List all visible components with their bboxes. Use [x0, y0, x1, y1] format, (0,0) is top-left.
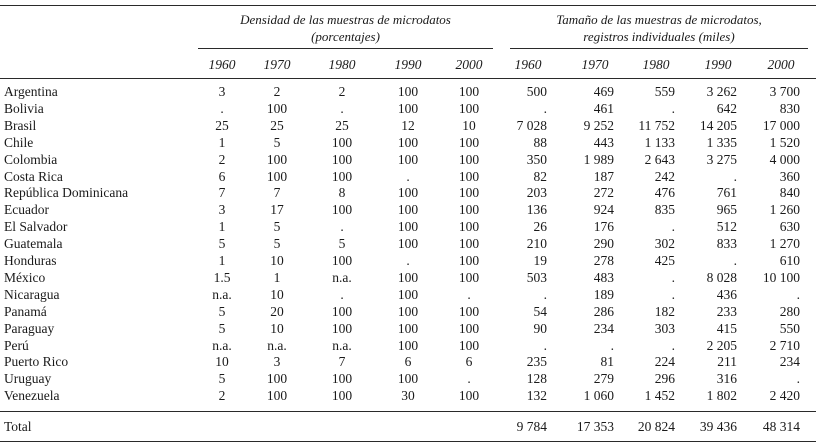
density-cell: . — [340, 219, 344, 235]
size-cell: 350 — [526, 151, 547, 167]
size-cell: 280 — [779, 303, 800, 319]
country-name: Nicaragua — [4, 286, 60, 302]
density-cell: 100 — [397, 151, 419, 167]
year-header-size: 2000 — [767, 57, 795, 72]
country-name: República Dominicana — [4, 185, 129, 201]
table-row — [0, 286, 816, 303]
density-cell: 5 — [273, 134, 281, 150]
density-cell: 100 — [458, 320, 480, 336]
density-cell: 100 — [458, 185, 480, 201]
size-cell: 2 205 — [706, 337, 737, 353]
size-cell: 761 — [716, 185, 737, 201]
density-cell: 100 — [397, 371, 419, 387]
table-row — [0, 235, 816, 252]
table-row — [0, 337, 816, 354]
size-cell: 290 — [593, 236, 614, 252]
density-cell: 5 — [273, 236, 281, 252]
size-cell: . — [671, 219, 675, 235]
size-cell: 469 — [593, 84, 614, 99]
density-cell: 5 — [218, 320, 226, 336]
year-header-density: 2000 — [455, 57, 483, 72]
year-header-size: 1980 — [642, 57, 670, 72]
size-cell: . — [543, 286, 547, 302]
density-cell: 3 — [218, 202, 226, 218]
size-cell: . — [733, 253, 737, 268]
density-cell: 100 — [458, 151, 480, 167]
density-cell: 5 — [273, 219, 281, 235]
size-cell: . — [796, 286, 800, 302]
total-size-cell: 39 436 — [699, 419, 737, 434]
density-cell: 25 — [215, 117, 229, 133]
size-cell: 415 — [716, 320, 737, 336]
density-cell: 7 — [338, 354, 346, 370]
density-cell: 100 — [397, 236, 419, 252]
size-cell: 211 — [717, 354, 737, 370]
density-cell: 2 — [218, 388, 226, 404]
density-cell: n.a. — [212, 286, 232, 302]
density-cell: 100 — [458, 219, 480, 235]
density-cell: 10 — [462, 117, 476, 133]
size-cell: 19 — [533, 253, 547, 268]
total-rule — [0, 411, 816, 412]
density-cell: 100 — [266, 151, 288, 167]
size-cell: 443 — [593, 134, 614, 150]
density-cell: n.a. — [332, 337, 352, 353]
size-cell: 3 700 — [769, 84, 800, 99]
density-cell: 100 — [397, 100, 419, 116]
size-cell: 224 — [654, 354, 675, 370]
size-cell: 1 989 — [583, 151, 614, 167]
density-cell: 1 — [273, 269, 281, 285]
size-cell: 234 — [779, 354, 800, 370]
density-cell: 100 — [331, 168, 353, 184]
density-cell: 8 — [338, 185, 346, 201]
size-cell: 17 000 — [762, 117, 800, 133]
density-cell: 100 — [331, 303, 353, 319]
size-cell: 9 252 — [583, 117, 614, 133]
density-cell: 25 — [335, 117, 349, 133]
density-cell: 100 — [331, 151, 353, 167]
density-cell: 6 — [465, 354, 473, 370]
size-cell: 10 100 — [762, 269, 800, 285]
density-cell: 100 — [397, 185, 419, 201]
table-row — [0, 353, 816, 370]
size-group-unit: registros individuales (miles) — [583, 29, 735, 44]
size-cell: 210 — [526, 236, 547, 252]
table-row — [0, 387, 816, 404]
density-cell: . — [467, 371, 471, 387]
size-group-rule — [510, 48, 808, 49]
year-header-density: 1970 — [263, 57, 291, 72]
size-cell: 302 — [654, 236, 675, 252]
density-cell: 100 — [397, 286, 419, 302]
density-cell: 7 — [218, 185, 226, 201]
density-cell: 10 — [270, 320, 284, 336]
density-cell: . — [406, 168, 410, 184]
size-cell: 189 — [593, 286, 614, 302]
size-cell: . — [671, 337, 675, 353]
density-cell: 7 — [273, 185, 281, 201]
country-name: Paraguay — [4, 320, 55, 336]
density-cell: 10 — [270, 253, 284, 268]
country-name: Perú — [4, 337, 29, 353]
country-name: El Salvador — [4, 219, 68, 235]
density-cell: 100 — [331, 371, 353, 387]
size-cell: 82 — [533, 168, 547, 184]
size-cell: 1 060 — [583, 388, 614, 404]
size-cell: . — [543, 337, 547, 353]
density-cell: 10 — [270, 286, 284, 302]
size-cell: 182 — [654, 303, 675, 319]
table-row — [0, 218, 816, 235]
density-cell: n.a. — [267, 337, 287, 353]
total-size-cell: 48 314 — [762, 419, 800, 434]
density-cell: 100 — [331, 253, 353, 268]
density-cell: 100 — [458, 236, 480, 252]
size-cell: 461 — [593, 100, 614, 116]
density-cell: 100 — [458, 84, 480, 99]
size-cell: . — [610, 337, 614, 353]
density-cell: 100 — [266, 388, 288, 404]
density-cell: . — [467, 286, 471, 302]
size-cell: 2 643 — [644, 151, 675, 167]
density-cell: 100 — [397, 303, 419, 319]
density-cell: 17 — [270, 202, 284, 218]
size-cell: 90 — [533, 320, 547, 336]
size-cell: 924 — [593, 202, 614, 218]
size-cell: 176 — [593, 219, 614, 235]
size-cell: 11 752 — [638, 117, 675, 133]
size-cell: 476 — [654, 185, 675, 201]
size-cell: 81 — [600, 354, 614, 370]
density-cell: 100 — [458, 388, 480, 404]
country-name: Colombia — [4, 151, 58, 167]
size-cell: 1 335 — [706, 134, 737, 150]
size-cell: 483 — [593, 269, 614, 285]
total-size-cell: 9 784 — [516, 419, 547, 434]
country-name: Panamá — [4, 303, 47, 319]
header-bottom-rule — [0, 78, 816, 79]
density-cell: 3 — [218, 84, 226, 99]
size-cell: 8 028 — [706, 269, 737, 285]
size-cell: 1 802 — [706, 388, 737, 404]
density-cell: 5 — [218, 303, 226, 319]
country-name: Uruguay — [4, 371, 52, 387]
size-cell: 272 — [593, 185, 614, 201]
size-cell: 360 — [779, 168, 800, 184]
total-row — [0, 418, 816, 435]
density-cell: 100 — [331, 134, 353, 150]
density-cell: . — [340, 100, 344, 116]
density-cell: 1 — [218, 219, 226, 235]
size-cell: 2 710 — [769, 337, 800, 353]
size-cell: 132 — [526, 388, 547, 404]
size-cell: . — [671, 269, 675, 285]
density-cell: 100 — [331, 202, 353, 218]
density-cell: 100 — [397, 202, 419, 218]
size-cell: 3 275 — [706, 151, 737, 167]
size-cell: 203 — [526, 185, 547, 201]
density-cell: 100 — [458, 303, 480, 319]
density-group-rule — [198, 48, 493, 49]
year-header-size: 1970 — [581, 57, 609, 72]
density-cell: 20 — [270, 303, 284, 319]
density-cell: 6 — [218, 168, 226, 184]
year-header-density: 1990 — [394, 57, 422, 72]
size-cell: 136 — [526, 202, 547, 218]
country-name: Argentina — [4, 84, 58, 99]
country-name: Brasil — [4, 117, 37, 133]
size-group-title: Tamaño de las muestras de microdatos, — [556, 12, 762, 27]
density-cell: 100 — [266, 100, 288, 116]
size-cell: 54 — [533, 303, 547, 319]
table-row — [0, 201, 816, 218]
density-cell: 100 — [458, 168, 480, 184]
size-cell: 1 270 — [769, 236, 800, 252]
density-cell: 5 — [338, 236, 346, 252]
year-header-density: 1960 — [208, 57, 236, 72]
size-cell: 2 420 — [769, 388, 800, 404]
size-cell: 234 — [593, 320, 614, 336]
bottom-rule — [0, 441, 816, 442]
table-row — [0, 117, 816, 134]
size-cell: 1 520 — [769, 134, 800, 150]
density-cell: 100 — [266, 371, 288, 387]
density-group-title: Densidad de las muestras de microdatos — [240, 12, 451, 27]
size-cell: 286 — [593, 303, 614, 319]
density-cell: 100 — [458, 134, 480, 150]
total-size-cell: 17 353 — [576, 419, 614, 434]
density-cell: 100 — [331, 388, 353, 404]
size-cell: 1 260 — [769, 202, 800, 218]
density-cell: 5 — [218, 371, 226, 387]
size-cell: 7 028 — [516, 117, 547, 133]
density-cell: . — [340, 286, 344, 302]
size-cell: 1 133 — [644, 134, 675, 150]
size-cell: 630 — [779, 219, 800, 235]
size-cell: 278 — [593, 253, 614, 268]
density-group-heading — [198, 11, 493, 45]
table-row — [0, 370, 816, 387]
size-cell: 436 — [716, 286, 737, 302]
density-cell: 100 — [458, 269, 480, 285]
table-row — [0, 168, 816, 185]
size-cell: 830 — [779, 100, 800, 116]
country-name: Costa Rica — [4, 168, 63, 184]
density-cell: 3 — [273, 354, 281, 370]
country-name: Honduras — [4, 253, 57, 268]
size-cell: 235 — [526, 354, 547, 370]
year-header-size: 1960 — [514, 57, 542, 72]
size-cell: 642 — [716, 100, 737, 116]
country-name: Ecuador — [4, 202, 49, 218]
density-cell: 100 — [331, 320, 353, 336]
table-row — [0, 269, 816, 286]
density-cell: n.a. — [332, 269, 352, 285]
density-cell: 100 — [397, 320, 419, 336]
density-cell: 100 — [458, 337, 480, 353]
size-cell: . — [671, 100, 675, 116]
table-row — [0, 83, 816, 100]
density-cell: 100 — [397, 269, 419, 285]
country-name: Venezuela — [4, 388, 60, 404]
size-cell: 316 — [716, 371, 737, 387]
size-cell: 4 000 — [769, 151, 800, 167]
table-row — [0, 134, 816, 151]
density-cell: 25 — [270, 117, 284, 133]
country-name: Bolivia — [4, 100, 44, 116]
table-row — [0, 184, 816, 201]
country-name: Chile — [4, 134, 34, 150]
total-size-cell: 20 824 — [637, 419, 675, 434]
table-row — [0, 151, 816, 168]
density-cell: 100 — [458, 253, 480, 268]
density-cell: 12 — [401, 117, 415, 133]
year-header-size: 1990 — [704, 57, 732, 72]
size-cell: 500 — [526, 84, 547, 99]
country-name: Puerto Rico — [4, 354, 69, 370]
size-cell: 965 — [716, 202, 737, 218]
country-name: Guatemala — [4, 236, 63, 252]
table-row — [0, 100, 816, 117]
table-row — [0, 320, 816, 337]
size-cell: 425 — [654, 253, 675, 268]
density-cell: 100 — [458, 100, 480, 116]
size-cell: 840 — [779, 185, 800, 201]
density-cell: 100 — [266, 168, 288, 184]
size-cell: 88 — [533, 134, 547, 150]
density-group-unit: (porcentajes) — [311, 29, 380, 44]
size-cell: 610 — [779, 253, 800, 268]
density-cell: 100 — [397, 219, 419, 235]
size-cell: . — [543, 100, 547, 116]
size-cell: 559 — [654, 84, 675, 99]
table-row — [0, 303, 816, 320]
size-cell: 14 205 — [699, 117, 737, 133]
size-cell: 833 — [716, 236, 737, 252]
density-cell: 5 — [218, 236, 226, 252]
density-cell: n.a. — [212, 337, 232, 353]
density-cell: 6 — [404, 354, 412, 370]
size-cell: 242 — [654, 168, 675, 184]
size-cell: 1 452 — [644, 388, 675, 404]
density-cell: 10 — [215, 354, 229, 370]
size-cell: 512 — [716, 219, 737, 235]
table-row — [0, 252, 816, 269]
density-cell: 100 — [397, 337, 419, 353]
size-cell: 503 — [526, 269, 547, 285]
size-cell: . — [796, 371, 800, 387]
size-cell: 835 — [654, 202, 675, 218]
density-cell: . — [220, 100, 224, 116]
size-cell: 279 — [593, 371, 614, 387]
density-cell: 1.5 — [213, 269, 231, 285]
density-cell: 2 — [338, 84, 346, 99]
size-cell: 187 — [593, 168, 614, 184]
size-cell: . — [671, 286, 675, 302]
size-group-heading — [510, 11, 808, 45]
top-rule — [0, 5, 816, 6]
density-cell: . — [406, 253, 410, 268]
size-cell: 550 — [779, 320, 800, 336]
year-header-density: 1980 — [328, 57, 356, 72]
country-name: México — [4, 269, 46, 285]
density-cell: 100 — [397, 84, 419, 99]
total-label: Total — [4, 419, 32, 434]
density-cell: 100 — [397, 134, 419, 150]
size-cell: 26 — [533, 219, 547, 235]
density-cell: 30 — [401, 388, 415, 404]
size-cell: 296 — [654, 371, 675, 387]
size-cell: 128 — [526, 371, 547, 387]
density-cell: 2 — [218, 151, 226, 167]
density-cell: 100 — [458, 202, 480, 218]
density-cell: 2 — [273, 84, 281, 99]
size-cell: 3 262 — [706, 84, 737, 99]
size-cell: . — [733, 168, 737, 184]
size-cell: 233 — [716, 303, 737, 319]
density-cell: 1 — [218, 253, 226, 268]
size-cell: 303 — [654, 320, 675, 336]
density-cell: 1 — [218, 134, 226, 150]
